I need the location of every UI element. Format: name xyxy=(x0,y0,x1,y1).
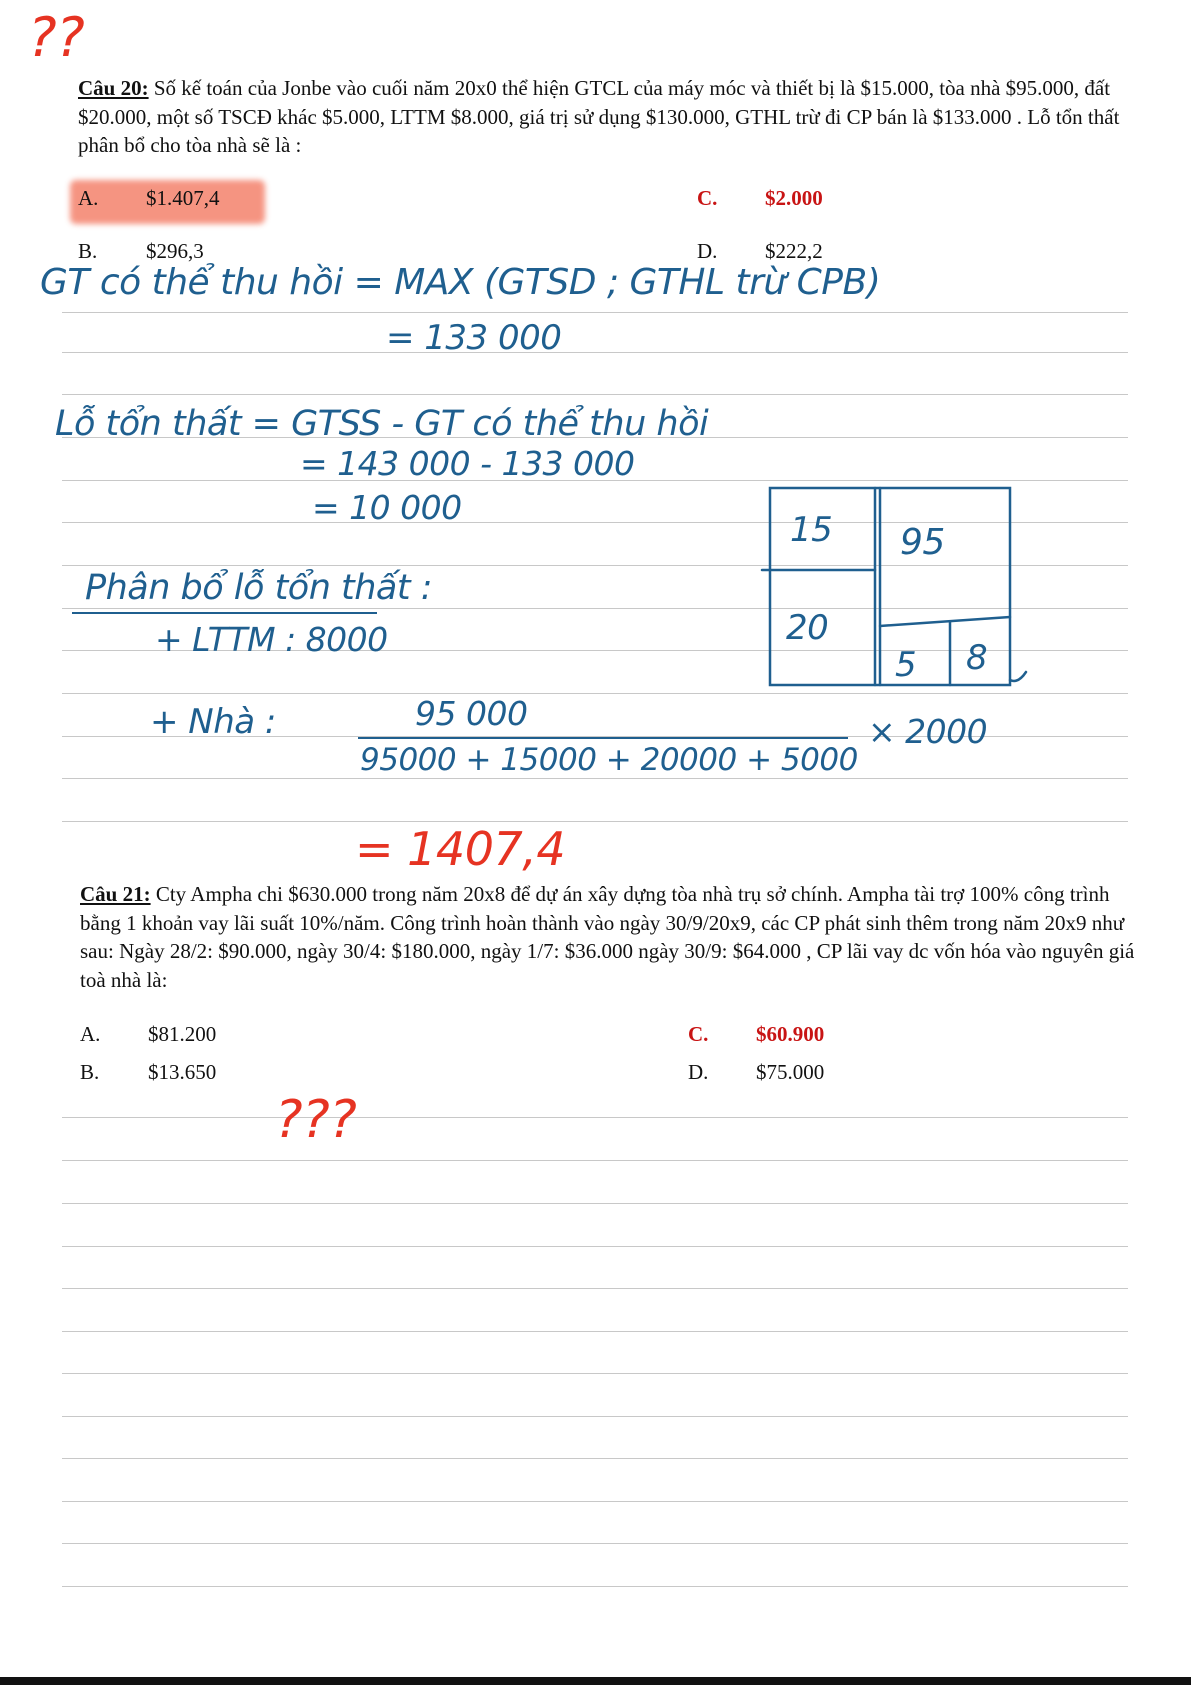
question-20-text: Số kế toán của Jonbe vào cuối năm 20x0 thể hiện GTCL của máy móc và thiết bị là $15.000, tòa nhà $95.000, đất $20.000, một số TSCĐ khác $5.000, LTTM $8.000, giá trị sử dụng $130.000, GTHL trừ đi CP bán là $133.000 . Lỗ tổn thất phân bổ cho tòa nhà sẽ là : xyxy=(78,76,1120,157)
box-label-20: 20 xyxy=(786,608,829,648)
handwriting-alloc-title: Phân bổ lỗ tổn thất : xyxy=(85,568,433,608)
option-letter: D. xyxy=(697,239,718,263)
option-value: $60.900 xyxy=(756,1022,825,1046)
q21-option-c[interactable] xyxy=(688,1022,824,1047)
q21-option-a[interactable] xyxy=(80,1022,216,1047)
handwriting-alloc-result: = 1407,4 xyxy=(355,822,566,876)
box-label-95: 95 xyxy=(900,522,945,563)
question-21-number: Câu 21: xyxy=(80,882,151,906)
option-value: $13.650 xyxy=(148,1060,217,1084)
option-value: $1.407,4 xyxy=(146,186,220,210)
option-letter: C. xyxy=(697,186,718,210)
question-21-text: Cty Ampha chi $630.000 trong năm 20x8 để dự án xây dựng tòa nhà trụ sở chính. Ampha tài trợ 100% công trình bằng 1 khoản vay lãi suất 10%/năm. Công trình hoàn thành vào ngày 30/9/20x9, các CP phát sinh thêm trong năm 20x9 như sau: Ngày 28/2: $90.000, ngày 30/4: $180.000, ngày 1/7: $36.000 ngày 30/9: $64.000 , CP lãi vay dc vốn hóa vào nguyên giá toà nhà là: xyxy=(80,882,1135,992)
sketch-right-divider xyxy=(880,617,1010,626)
option-letter: A. xyxy=(78,186,99,210)
handwriting-loss-line2: = 143 000 - 133 000 xyxy=(300,444,635,483)
handwriting-loss-line3: = 10 000 xyxy=(312,488,462,527)
option-value: $296,3 xyxy=(146,239,204,263)
handwritten-question-marks-bottom: ??? xyxy=(275,1090,357,1150)
handwritten-question-marks-top: ?? xyxy=(28,6,85,69)
handwriting-alloc-multiplier: × 2000 xyxy=(868,712,988,751)
box-label-5: 5 xyxy=(895,645,917,685)
handwriting-recoverable-line2: = 133 000 xyxy=(386,318,562,358)
option-letter: B. xyxy=(78,239,98,263)
handwriting-alloc-building-label: + Nhà : xyxy=(150,702,276,742)
question-20-number: Câu 20: xyxy=(78,76,149,100)
box-label-8: 8 xyxy=(966,638,988,678)
page-bottom-edge xyxy=(0,1677,1191,1685)
handwriting-alloc-denominator: 95000 + 15000 + 20000 + 5000 xyxy=(360,742,858,778)
handwriting-alloc-goodwill: + LTTM : 8000 xyxy=(155,620,388,659)
sketch-tail xyxy=(1010,672,1026,681)
option-letter: C. xyxy=(688,1022,709,1046)
option-letter: B. xyxy=(80,1060,100,1084)
option-value: $2.000 xyxy=(765,186,823,210)
handwriting-loss-line1: Lỗ tổn thất = GTSS - GT có thể thu hồi xyxy=(55,404,709,444)
question-21 xyxy=(80,880,1140,994)
option-letter: D. xyxy=(688,1060,709,1084)
handwriting-recoverable-line1: GT có thể thu hồi = MAX (GTSD ; GTHL trừ CPB) xyxy=(40,262,881,303)
q21-option-b[interactable] xyxy=(80,1060,216,1085)
option-value: $75.000 xyxy=(756,1060,825,1084)
handwriting-alloc-numerator: 95 000 xyxy=(415,694,528,733)
option-value: $81.200 xyxy=(148,1022,217,1046)
box-label-15: 15 xyxy=(790,510,833,550)
q21-option-d[interactable] xyxy=(688,1060,824,1085)
option-value: $222,2 xyxy=(765,239,823,263)
option-letter: A. xyxy=(80,1022,101,1046)
